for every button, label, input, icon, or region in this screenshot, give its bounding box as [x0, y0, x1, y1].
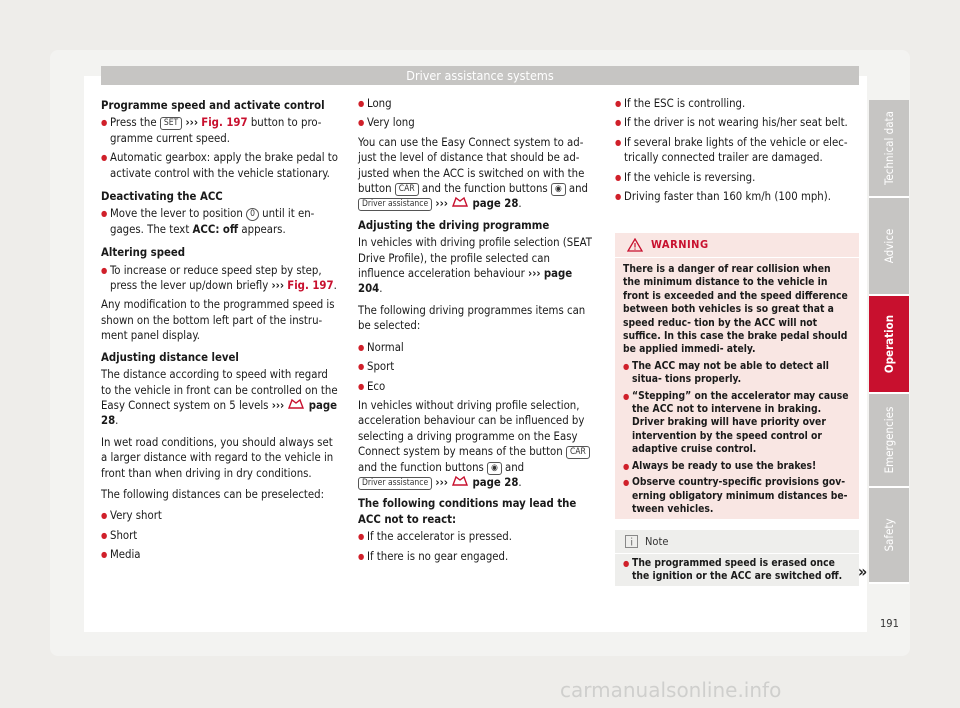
list-item: ● Short [101, 528, 341, 543]
function-button-icon: ◉ [551, 183, 566, 196]
list-item: ● If the accelerator is pressed. [358, 529, 596, 544]
position-zero-icon: 0 [246, 208, 259, 221]
list-item: ● Always be ready to use the brakes! [623, 460, 851, 473]
page-link[interactable]: page 28 [101, 398, 338, 428]
continue-arrow-icon: » [858, 562, 868, 581]
note-box [615, 530, 859, 586]
warning-title: WARNING [651, 238, 709, 251]
paragraph: In vehicles with driving profile selection (SEAT Drive Profile), the profile selected can influence acceleration behaviour ››› page 204. [358, 236, 592, 296]
book-icon [451, 475, 469, 487]
list-item: ● If the vehicle is reversing. [615, 170, 860, 185]
book-icon [287, 398, 305, 410]
book-icon [451, 196, 469, 208]
list-item: ● If several brake lights of the vehicle or elec- trically connected trailer are damaged. [615, 135, 860, 166]
warning-body [615, 258, 859, 516]
page-link[interactable]: page 28 [472, 197, 519, 211]
paragraph: The distance according to speed with regard to the vehicle in front can be controlled on the Easy Connect system on 5 levels ››› page 28. [101, 368, 338, 428]
note-title: Note [645, 535, 669, 548]
tab-safety[interactable]: Safety [869, 488, 909, 584]
list-item: ● If the ESC is controlling. [615, 96, 860, 111]
list-item: ● The programmed speed is erased once the ignition or the ACC are switched off. [623, 557, 851, 584]
column-1 [101, 96, 341, 567]
tab-technical-data[interactable]: Technical data [869, 100, 909, 198]
heading-deactivating: Deactivating the ACC [101, 190, 223, 204]
list-item: ● Eco [358, 379, 596, 394]
warning-header [615, 233, 859, 258]
list-item: ● Media [101, 547, 341, 562]
heading-driving-programme: Adjusting the driving programme [358, 218, 550, 232]
driver-assistance-button: Driver assistance [358, 198, 432, 211]
note-info-icon [625, 535, 638, 548]
list-item: ● If the driver is not wearing his/her seat belt. [615, 115, 860, 130]
driver-assistance-button: Driver assistance [358, 477, 432, 490]
function-button-icon: ◉ [487, 462, 502, 475]
tab-advice[interactable]: Advice [869, 198, 909, 296]
list-item: ● Observe country-specific provisions gov- erning obligatory minimum distances be- tween vehicles. [623, 476, 851, 516]
list-item: ● Normal [358, 340, 596, 355]
paragraph: In wet road conditions, you should always set a larger distance with regard to the vehicle in front than when driving in dry conditions. [101, 435, 334, 480]
heading-programme-speed: Programme speed and activate control [101, 99, 325, 112]
column-3 [615, 96, 860, 208]
list-item: ● Move the lever to position 0 until it en- gages. The text ACC: off appears. [101, 206, 341, 237]
list-item: ● Automatic gearbox: apply the brake pedal to activate control with the vehicle stationary. [101, 150, 341, 181]
car-button-icon: CAR [566, 446, 590, 459]
list-item: ● If there is no gear engaged. [358, 549, 596, 564]
list-item: ● The ACC may not be able to detect all situa- tions properly. [623, 360, 851, 387]
heading-conditions: The following conditions may lead the ACC not to react: [358, 497, 577, 526]
paragraph: You can use the Easy Connect system to ad- just the level of distance that should be ad- justed when the ACC is switched on with the button CAR and the function buttons ◉ and Driver assistance ››› page 28. [358, 135, 588, 211]
list-item: ● Very long [358, 115, 596, 130]
list-item: ● “Stepping” on the accelerator may cause the ACC not to intervene in braking. Driver braking will have priority over intervention by the speed control or adaptive cruise control. [623, 390, 851, 457]
warning-text: There is a danger of rear collision when the minimum distance to the vehicle in front is exceeded and the speed difference between both vehicles is so great that a speed reduc- tion by the ACC will not suffice. In this case the brake pedal should be applied immedi- ately. [623, 263, 848, 356]
figure-link[interactable]: Fig. 197 [201, 116, 248, 130]
list-item: ● Very short [101, 508, 341, 523]
paragraph: The following driving programmes items can be selected: [358, 303, 586, 333]
column-2 [358, 96, 596, 568]
page-link[interactable]: page 28 [472, 475, 519, 489]
page-number: 191 [880, 617, 899, 630]
tab-operation[interactable]: Operation [869, 296, 909, 394]
warning-box [615, 233, 859, 519]
list-item: ● Long [358, 96, 596, 111]
set-key-icon: SET [160, 117, 182, 130]
list-item: ● Driving faster than 160 km/h (100 mph). [615, 189, 860, 204]
note-body [615, 554, 859, 584]
car-button-icon: CAR [395, 183, 419, 196]
list-item: ● Sport [358, 359, 596, 374]
heading-distance-level: Adjusting distance level [101, 350, 239, 364]
list-item: ● To increase or reduce speed step by step, press the lever up/down briefly ››› Fig. 197. [101, 263, 341, 294]
page-link[interactable]: page 204 [358, 267, 573, 296]
note-header [615, 530, 859, 554]
paragraph: The following distances can be preselected: [101, 487, 325, 501]
warning-triangle-icon [627, 238, 643, 252]
heading-altering-speed: Altering speed [101, 246, 186, 260]
tab-emergencies[interactable]: Emergencies [869, 394, 909, 488]
page-header: Driver assistance systems [101, 66, 859, 85]
paragraph: In vehicles without driving profile selection, acceleration behaviour can be influenced by selecting a driving programme on the Easy Connect system by means of the button CAR and the function buttons ◉ and Driver assistance ››› page 28. [358, 398, 596, 490]
paragraph: Any modification to the programmed speed is shown on the bottom left part of the instru- ment panel display. [101, 298, 335, 343]
figure-link[interactable]: Fig. 197 [287, 279, 334, 293]
watermark: carmanualsonline.info [560, 678, 782, 702]
list-item: ● Press the SET ››› Fig. 197 button to pro- gramme current speed. [101, 115, 341, 146]
